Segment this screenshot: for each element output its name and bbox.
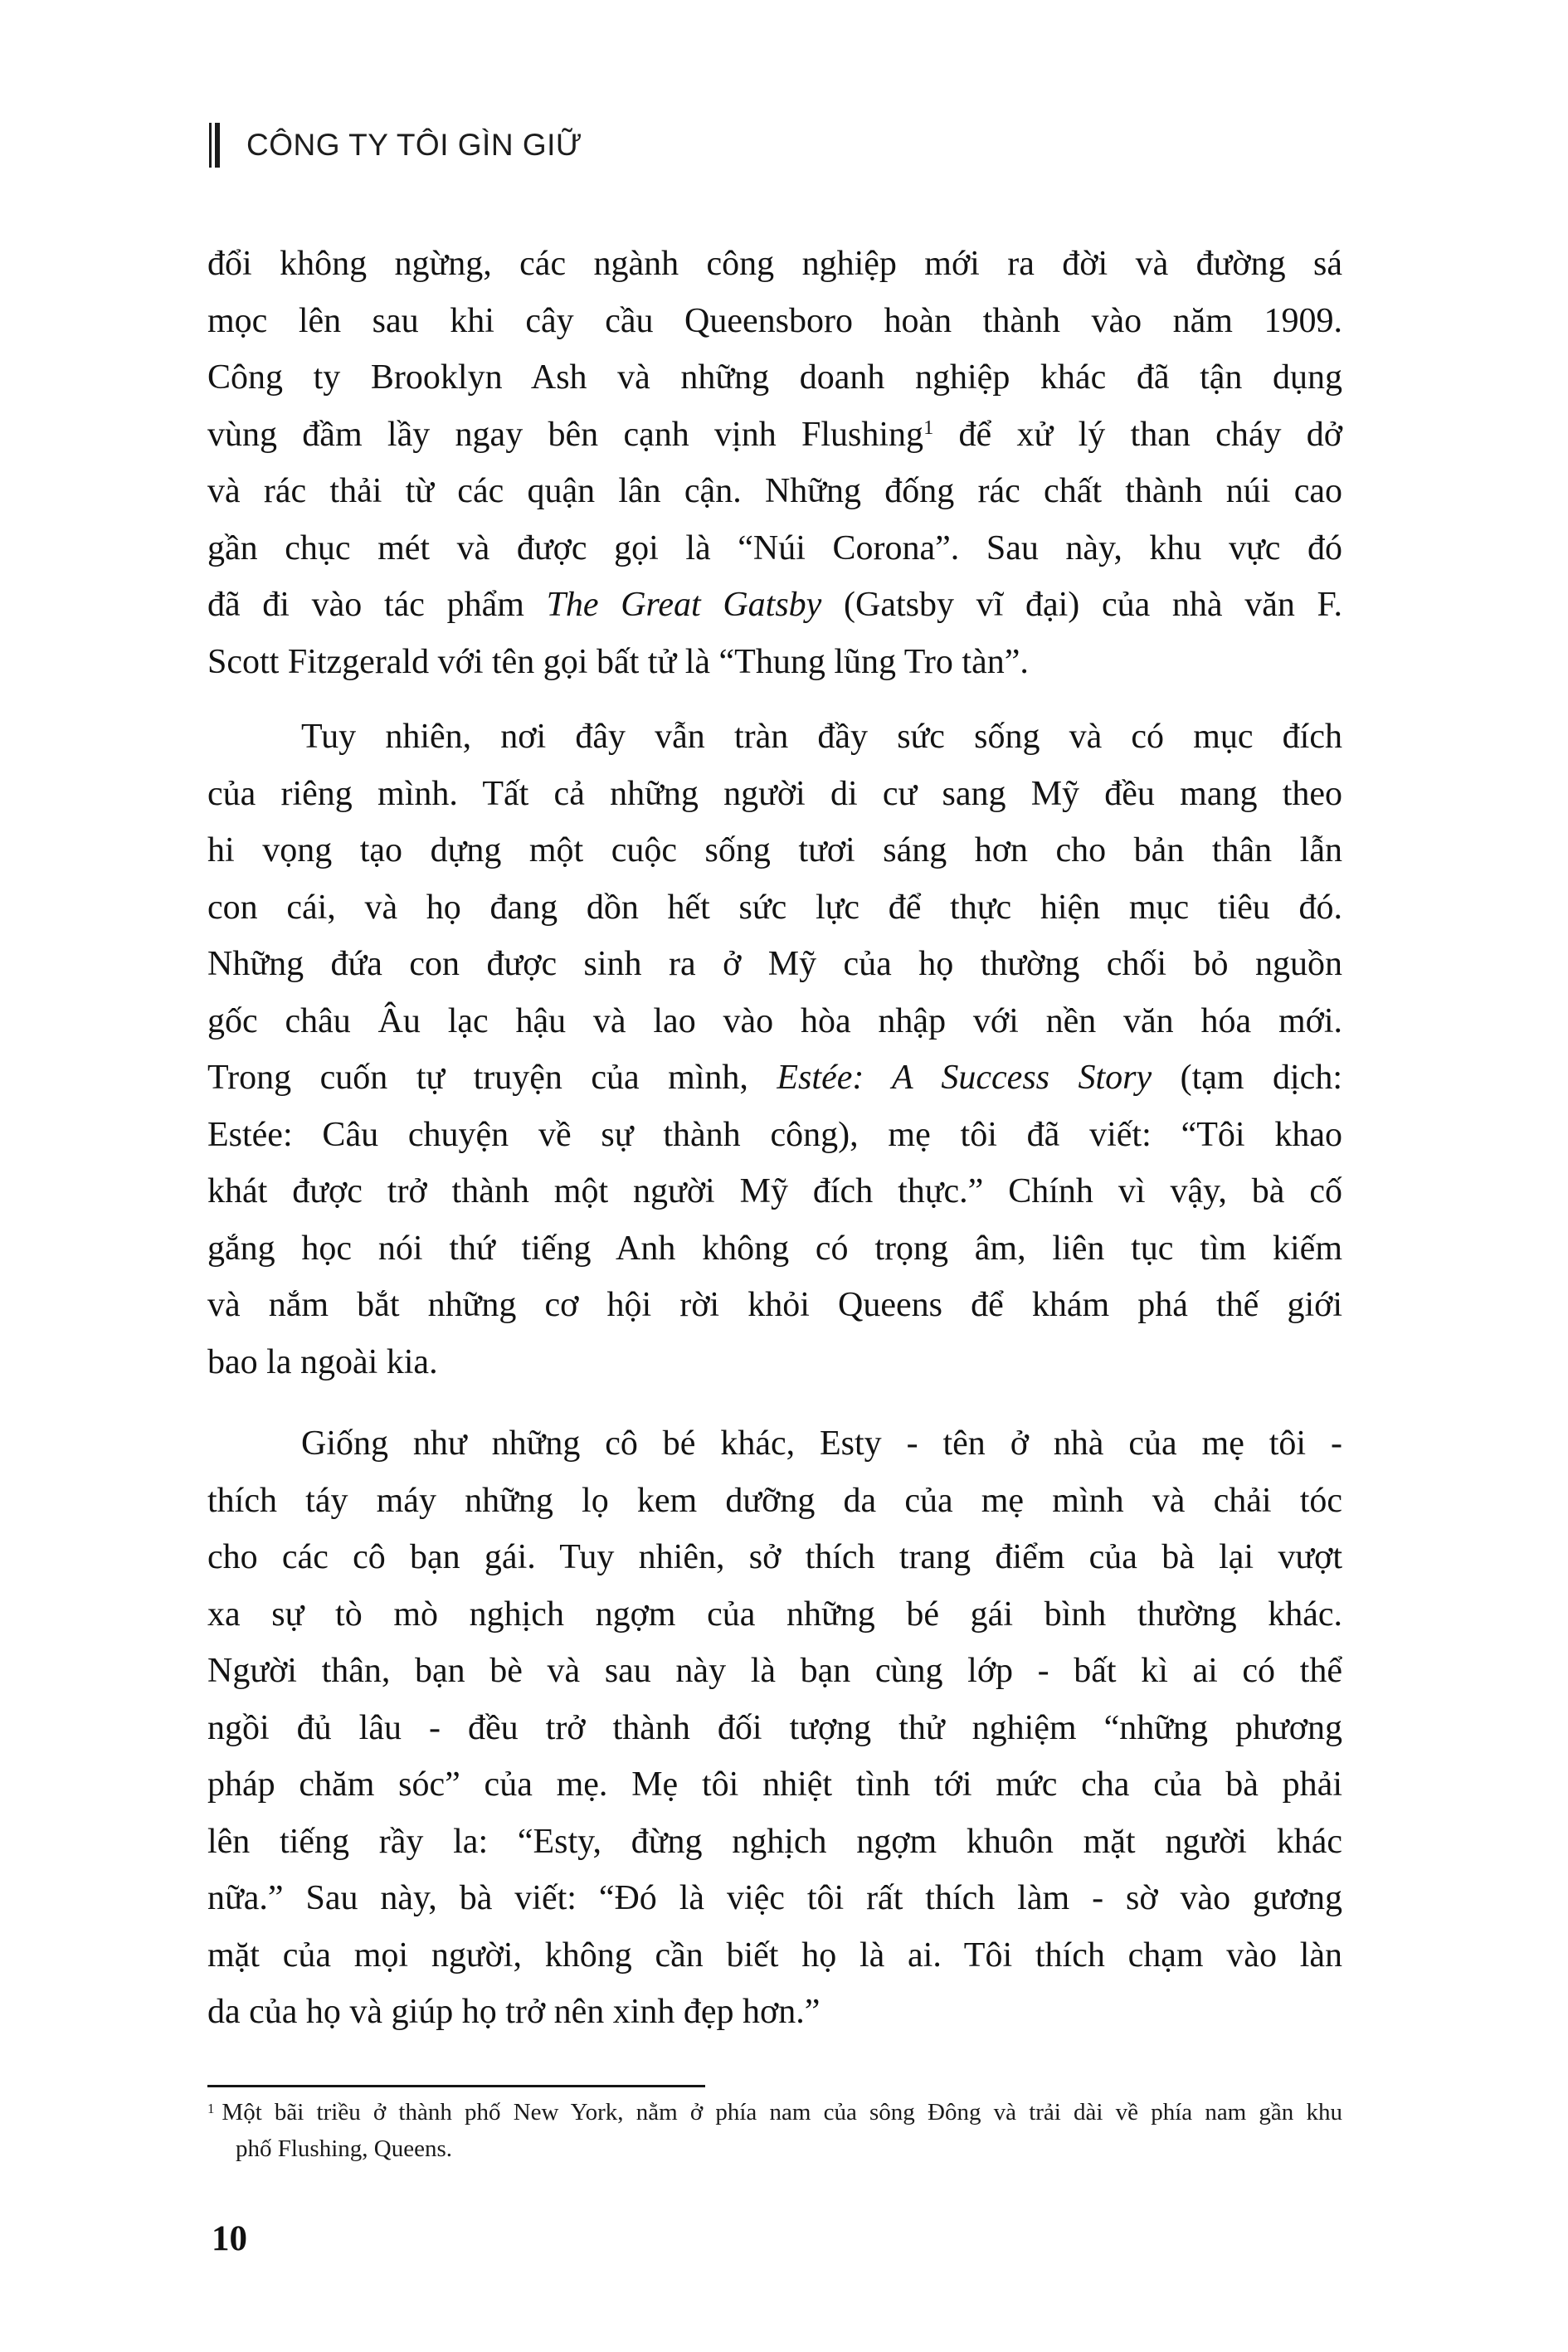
footnote-reference: 1 — [207, 2100, 215, 2116]
text-segment: xa sự tò mò nghịch ngợm của những bé gái bình thường khác. — [207, 1595, 1342, 1634]
text-segment: Những đứa con được sinh ra ở Mỹ của họ thường chối bỏ nguồn — [207, 945, 1342, 983]
page-number: 10 — [212, 2219, 247, 2258]
text-segment: pháp chăm sóc” của mẹ. Mẹ tôi nhiệt tình tới mức cha của bà phải — [207, 1765, 1342, 1804]
text-line — [207, 1049, 1342, 1107]
text-line — [207, 1870, 1342, 1927]
text-segment: mặt của mọi người, không cần biết họ là ai. Tôi thích chạm vào làn — [207, 1936, 1342, 1975]
text-segment: hi vọng tạo dựng một cuộc sống tươi sáng hơn cho bản thân lẫn — [207, 831, 1342, 869]
text-line — [207, 766, 1342, 823]
text-line — [207, 1220, 1342, 1278]
text-segment: Scott Fitzgerald với tên gọi bất tử là “Thung lũng Tro tàn”. — [207, 642, 1029, 681]
text-line — [207, 1756, 1342, 1814]
text-line — [207, 822, 1342, 879]
text-segment: vùng đầm lầy ngay bên cạnh vịnh Flushing — [207, 415, 924, 454]
text-segment: Một bãi triều ở thành phố New York, nằm ở phía nam của sông Đông và trải dài về phía nam gần khu — [222, 2099, 1342, 2126]
marker-bar-thick — [215, 123, 220, 168]
paragraph — [207, 1415, 1342, 2041]
text-line — [207, 349, 1342, 407]
text-segment: Trong cuốn tự truyện của mình, — [207, 1059, 777, 1097]
chapter-marker-bars-icon — [209, 123, 220, 168]
text-line — [207, 936, 1342, 993]
text-segment: Estée: Câu chuyện về sự thành công), mẹ tôi đã viết: “Tôi khao — [207, 1115, 1342, 1154]
text-segment: da của họ và giúp họ trở nên xinh đẹp hơn.” — [207, 1993, 821, 2031]
text-line — [207, 1700, 1342, 1757]
text-line — [207, 1163, 1342, 1220]
text-segment: The Great Gatsby — [546, 586, 822, 624]
text-line — [207, 993, 1342, 1050]
text-segment: nữa.” Sau này, bà viết: “Đó là việc tôi rất thích làm - sờ vào gương — [207, 1879, 1342, 1917]
text-line — [207, 407, 1342, 464]
text-line — [207, 1529, 1342, 1586]
text-line — [207, 577, 1342, 634]
footnote-reference: 1 — [923, 416, 934, 440]
footnote — [207, 2094, 1342, 2167]
chapter-title: CÔNG TY TÔI GÌN GIỮ — [246, 128, 582, 162]
text-line — [207, 236, 1342, 293]
text-line — [207, 293, 1342, 350]
text-segment: Người thân, bạn bè và sau này là bạn cùng lớp - bất kì ai có thể — [207, 1652, 1342, 1690]
body-paragraphs — [207, 236, 1342, 2041]
text-segment: lên tiếng rầy la: “Esty, đừng nghịch ngợm khuôn mặt người khác — [207, 1822, 1342, 1861]
paragraph — [207, 709, 1342, 1390]
text-segment: con cái, và họ đang dồn hết sức lực để thực hiện mục tiêu đó. — [207, 888, 1342, 927]
text-segment: thích táy máy những lọ kem dưỡng da của mẹ mình và chải tóc — [207, 1481, 1342, 1520]
text-segment: Giống như những cô bé khác, Esty - tên ở nhà của mẹ tôi - — [301, 1424, 1342, 1463]
text-segment: ngồi đủ lâu - đều trở thành đối tượng thử nghiệm “những phương — [207, 1708, 1342, 1747]
text-line — [207, 1107, 1342, 1164]
text-segment: Công ty Brooklyn Ash và những doanh nghiệp khác đã tận dụng — [207, 358, 1342, 397]
text-line — [207, 1277, 1342, 1334]
text-line — [207, 1984, 1342, 2041]
text-line — [207, 2094, 1342, 2130]
text-segment: gần chục mét và được gọi là “Núi Corona”. Sau này, khu vực đó — [207, 528, 1342, 567]
text-segment: đã đi vào tác phẩm — [207, 586, 547, 624]
text-line — [207, 1927, 1342, 1984]
text-segment: gốc châu Âu lạc hậu và lao vào hòa nhập với nền văn hóa mới. — [207, 1001, 1342, 1040]
text-segment: gắng học nói thứ tiếng Anh không có trọng âm, liên tục tìm kiếm — [207, 1229, 1342, 1268]
footnote-rule — [207, 2085, 705, 2087]
text-line — [207, 1415, 1342, 1473]
text-line — [207, 1643, 1342, 1700]
text-line — [207, 879, 1342, 937]
text-segment: và nắm bắt những cơ hội rời khỏi Queens để khám phá thế giới — [207, 1286, 1342, 1324]
text-segment: cho các cô bạn gái. Tuy nhiên, sở thích trang điểm của bà lại vượt — [207, 1538, 1342, 1576]
text-line — [207, 2130, 1342, 2167]
text-segment: đổi không ngừng, các ngành công nghiệp mới ra đời và đường sá — [207, 245, 1342, 283]
text-line — [207, 463, 1342, 520]
text-line — [207, 1586, 1342, 1643]
marker-bar-thin — [209, 123, 212, 168]
text-segment: của riêng mình. Tất cả những người di cư sang Mỹ đều mang theo — [207, 774, 1342, 813]
text-segment: và rác thải từ các quận lân cận. Những đống rác chất thành núi cao — [207, 472, 1342, 510]
text-segment: khát được trở thành một người Mỹ đích thực.” Chính vì vậy, bà cố — [207, 1172, 1342, 1210]
chapter-header — [209, 121, 582, 169]
text-segment: (tạm dịch: — [1152, 1059, 1342, 1097]
text-segment: bao la ngoài kia. — [207, 1342, 438, 1381]
text-line — [207, 709, 1342, 766]
text-segment: phố Flushing, Queens. — [236, 2135, 452, 2162]
text-line — [207, 520, 1342, 577]
text-line — [207, 1473, 1342, 1530]
text-line — [207, 634, 1342, 691]
text-segment: Estée: A Success Story — [777, 1059, 1152, 1097]
paragraph — [207, 236, 1342, 690]
text-line — [207, 1334, 1342, 1391]
text-segment: mọc lên sau khi cây cầu Queensboro hoàn thành vào năm 1909. — [207, 301, 1342, 340]
text-segment: để xử lý than cháy dở — [933, 415, 1342, 454]
text-segment: (Gatsby vĩ đại) của nhà văn F. — [821, 586, 1343, 624]
text-segment: Tuy nhiên, nơi đây vẫn tràn đầy sức sống và có mục đích — [301, 718, 1342, 756]
text-line — [207, 1814, 1342, 1871]
